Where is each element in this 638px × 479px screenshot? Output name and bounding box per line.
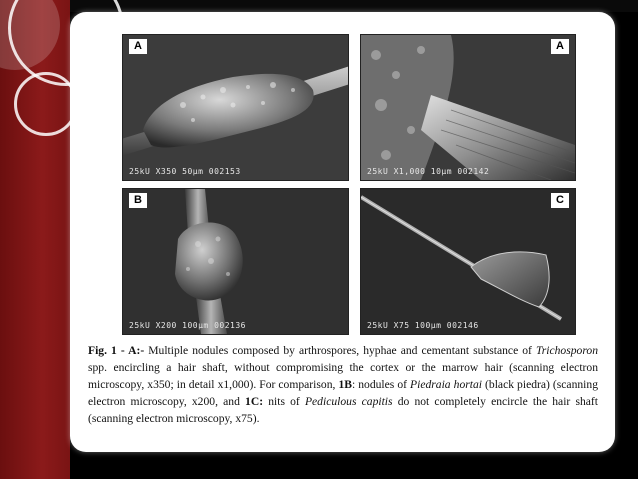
sem-image <box>123 35 348 180</box>
panel-label: C <box>551 193 569 208</box>
species-name: Pediculous capitis <box>304 395 393 408</box>
panel-label: A <box>129 39 147 54</box>
sem-image <box>361 189 575 334</box>
slide-content <box>70 12 615 452</box>
genus-name: Trichosporon <box>535 344 598 357</box>
scale-bar-text: 25kU X200 100µm 002136 <box>129 321 246 330</box>
figure-label: Fig. 1 - A:- <box>88 344 145 357</box>
sem-panel-a-left <box>122 34 349 181</box>
scale-bar-text: 25kU X1,000 10µm 002142 <box>367 167 490 176</box>
decorative-ring <box>14 72 78 136</box>
caption-text: spp. encircling a hair shaft, without compromising the cortex or the marrow hair (scanning electron microscopy, x350; in detail x1,000). For comparison, <box>88 361 598 391</box>
figure-sublabel: 1B <box>338 378 352 391</box>
sem-image <box>361 35 575 180</box>
caption-text: do not completely encircle the hair shaft (scanning electron microscopy, x75). <box>88 395 598 425</box>
panel-label: A <box>551 39 569 54</box>
sem-panel-b <box>122 188 349 335</box>
caption-text: nits of <box>263 395 305 408</box>
figure-caption <box>88 342 598 427</box>
scale-bar-text: 25kU X75 100µm 002146 <box>367 321 479 330</box>
sem-panel-a-right <box>360 34 576 181</box>
panel-label: B <box>129 193 147 208</box>
sem-image <box>123 189 348 334</box>
top-strip <box>70 0 638 12</box>
species-name: Piedraia hortai <box>410 378 482 391</box>
caption-text: : nodules of <box>351 378 411 391</box>
figure-sublabel: 1C: <box>245 395 264 408</box>
caption-text: Multiple nodules composed by arthrospores, hyphae and cementant substance of <box>144 344 536 357</box>
caption-text: (black piedra) (scanning electron microscopy, x200, and <box>88 378 598 408</box>
sem-panel-c <box>360 188 576 335</box>
scale-bar-text: 25kU X350 50µm 002153 <box>129 167 241 176</box>
